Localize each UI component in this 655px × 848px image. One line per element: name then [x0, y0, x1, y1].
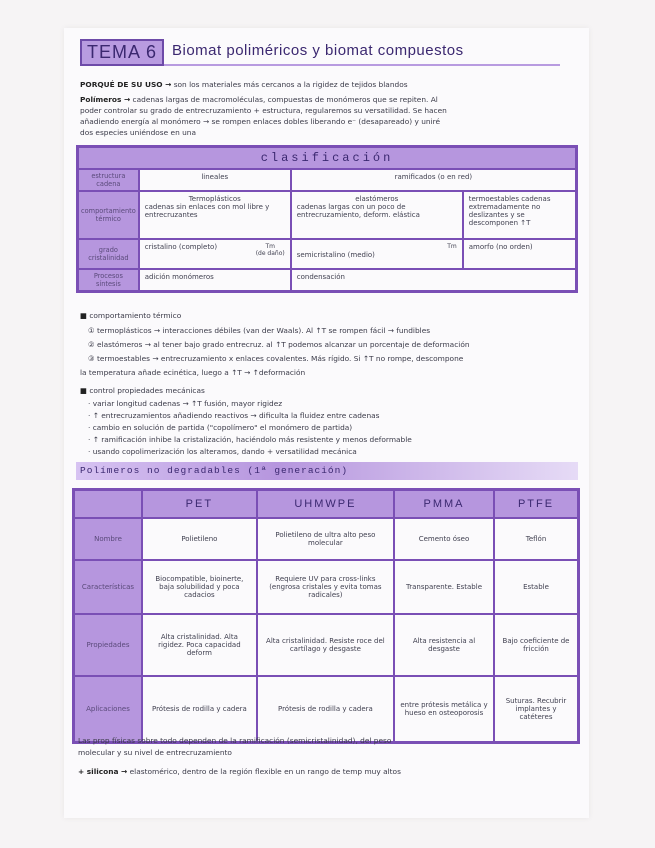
table-cell: Alta cristalinidad. Alta rigidez. Poca capacidad deform — [142, 614, 257, 676]
col-pmma: PMMA — [394, 490, 494, 519]
page-title: Biomat poliméricos y biomat compuestos — [172, 42, 464, 59]
row-caracteristicas: Características — [74, 560, 143, 614]
title-underline — [164, 64, 560, 66]
termoestables-text: termoestables cadenas extremadamente no deslizantes y se descomponen ↑T — [463, 191, 577, 239]
comportamiento-item-3: ③ termoestables → entrecruzamiento x enlaces covalentes. Más rígido. Si ↑T no rompe, descompone — [88, 354, 464, 363]
proc-adicion: adición monómeros — [139, 269, 291, 292]
grado-tm-note-wrap — [256, 243, 285, 257]
elastomeros-text: cadenas largas con un poco de entrecruzamiento, deform. elástica — [296, 203, 420, 219]
control-b4: · ↑ ramificación inhibe la cristalización, haciéndolo más resistente y menos deformable — [88, 435, 412, 444]
intro-line-1 — [80, 81, 408, 90]
table-cell: Prótesis de rodilla y cadera — [142, 676, 257, 742]
footer-line-2: molecular y su nivel de entrecruzamiento — [78, 748, 232, 757]
table-cell: Teflón — [494, 518, 578, 560]
comportamiento-item-2: ② elastómeros → al tener bajo grado entrecruz. al ↑T podemos alcanzar un porcentaje de deformación — [88, 340, 470, 349]
row-aplicaciones: Aplicaciones — [74, 676, 143, 742]
table-cell: Alta cristalinidad. Resiste roce del cartílago y desgaste — [257, 614, 394, 676]
cell-termoplasticos — [139, 191, 291, 239]
table-cell: Estable — [494, 560, 578, 614]
grado-lineal: cristalino (completo) — [144, 243, 218, 251]
elastomeros-title: elastómeros — [355, 195, 399, 203]
control-b2: · ↑ entrecruzamientos añadiendo reactivos → dificulta la fluidez entre cadenas — [88, 411, 380, 420]
no-degradables-title: Polímeros no degradables (1ª generación) — [80, 465, 349, 476]
row-comportamiento: comportamiento térmico — [78, 191, 139, 239]
table-cell: Biocompatible, bioinerte, baja solubilidad y poca cadacios — [142, 560, 257, 614]
clasificacion-table — [76, 145, 578, 293]
intro-line-4: añadiendo energía al monómero → se rompen enlaces dobles liberando e⁻ (desapareado) y uniré — [80, 117, 441, 126]
silicona-text: elastomérico, dentro de la región flexible en un rango de temp muy altos — [129, 767, 401, 776]
intro-line-3: poder controlar su grado de entrecruzamiento + estructura, regularemos su versatilidad. Se hacen — [80, 106, 447, 115]
table-cell: Polietileno de ultra alto peso molecular — [257, 518, 394, 560]
grado-amorfo: amorfo (no orden) — [463, 239, 577, 269]
footer-line-1: Las prop físicas sobre todo dependen de la ramificación (semicristalinidad), del peso — [78, 736, 392, 745]
row-propiedades: Propiedades — [74, 614, 143, 676]
col-uhmwpe: UHMWPE — [257, 490, 394, 519]
col-ramificados: ramificados (o en red) — [291, 169, 577, 191]
control-heading-row — [80, 387, 205, 396]
comportamiento-item-1: ① termoplásticos → interacciones débiles (van der Waals). Al ↑T se rompen fácil → fundibles — [88, 326, 431, 335]
intro-polimeros-text: cadenas largas de macromoléculas, compuestas de monómeros que se repiten. Al — [132, 95, 438, 104]
table-cell: Requiere UV para cross-links (engrosa cristales y evita tomas radicales) — [257, 560, 394, 614]
cell-elastomeros — [291, 191, 463, 239]
row-procesos: Procesos síntesis — [78, 269, 139, 292]
intro-porque-label: PORQUÉ DE SU USO → — [80, 80, 172, 89]
grado-tm1: Tm — [265, 243, 275, 250]
cell-grado-lineal — [139, 239, 291, 269]
comportamiento-heading-row — [80, 312, 181, 321]
table-cell: Polietileno — [142, 518, 257, 560]
intro-line-5: dos especies uniéndose en una — [80, 128, 197, 137]
control-b1: · variar longitud cadenas → ↑T fusión, mayor rigidez — [88, 399, 283, 408]
row-nombre: Nombre — [74, 518, 143, 560]
intro-line-2 — [80, 96, 438, 105]
intro-polimeros-label: Polímeros → — [80, 95, 131, 104]
control-b3: · cambio en solución de partida ("copolímero" el monómero de partida) — [88, 423, 353, 432]
polimeros-table — [72, 488, 580, 744]
col-lineales: lineales — [139, 169, 291, 191]
table-cell: Cemento óseo — [394, 518, 494, 560]
control-heading: control propiedades mecánicas — [89, 386, 205, 395]
table-cell: entre prótesis metálica y hueso en osteoporosis — [394, 676, 494, 742]
table-cell: Transparente. Estable — [394, 560, 494, 614]
cell-grado-semi — [291, 239, 463, 269]
table-cell: Suturas. Recubrir implantes y catéteres — [494, 676, 578, 742]
grado-tm2: Tm — [447, 243, 457, 250]
control-b5: · usando copolimerización los alteramos, dando + versatilidad mecánica — [88, 447, 357, 456]
proc-condensacion: condensación — [291, 269, 577, 292]
table-cell: Prótesis de rodilla y cadera — [257, 676, 394, 742]
tema-label: TEMA 6 — [80, 39, 164, 66]
intro-porque-text: son los materiales más cercanos a la rigidez de tejidos blandos — [173, 80, 408, 89]
comportamiento-item-4: la temperatura añade ecinética, luego a ↑T → ↑deformación — [80, 368, 306, 377]
row-grado: grado cristalinidad — [78, 239, 139, 269]
col-pet: PET — [142, 490, 257, 519]
bullet-square-2: ■ — [80, 386, 87, 395]
bullet-square: ■ — [80, 311, 87, 320]
silicona-label: + silicona → — [78, 767, 128, 776]
table-cell: Alta resistencia al desgaste — [394, 614, 494, 676]
termoplasticos-text: cadenas sin enlaces con mol libre y entrecruzantes — [144, 203, 270, 219]
comportamiento-heading: comportamiento térmico — [89, 311, 182, 320]
table-cell: Bajo coeficiente de fricción — [494, 614, 578, 676]
grado-semi: semicristalino (medio) — [296, 251, 375, 259]
row-estructura: estructura cadena — [78, 169, 139, 191]
clasificacion-title: clasificación — [78, 147, 577, 170]
table-corner — [74, 490, 143, 519]
grado-tm1-note: (de daño) — [255, 250, 285, 257]
termoplasticos-title: Termoplásticos — [188, 195, 241, 203]
col-ptfe: PTFE — [494, 490, 578, 519]
footer-line-3 — [78, 768, 401, 777]
